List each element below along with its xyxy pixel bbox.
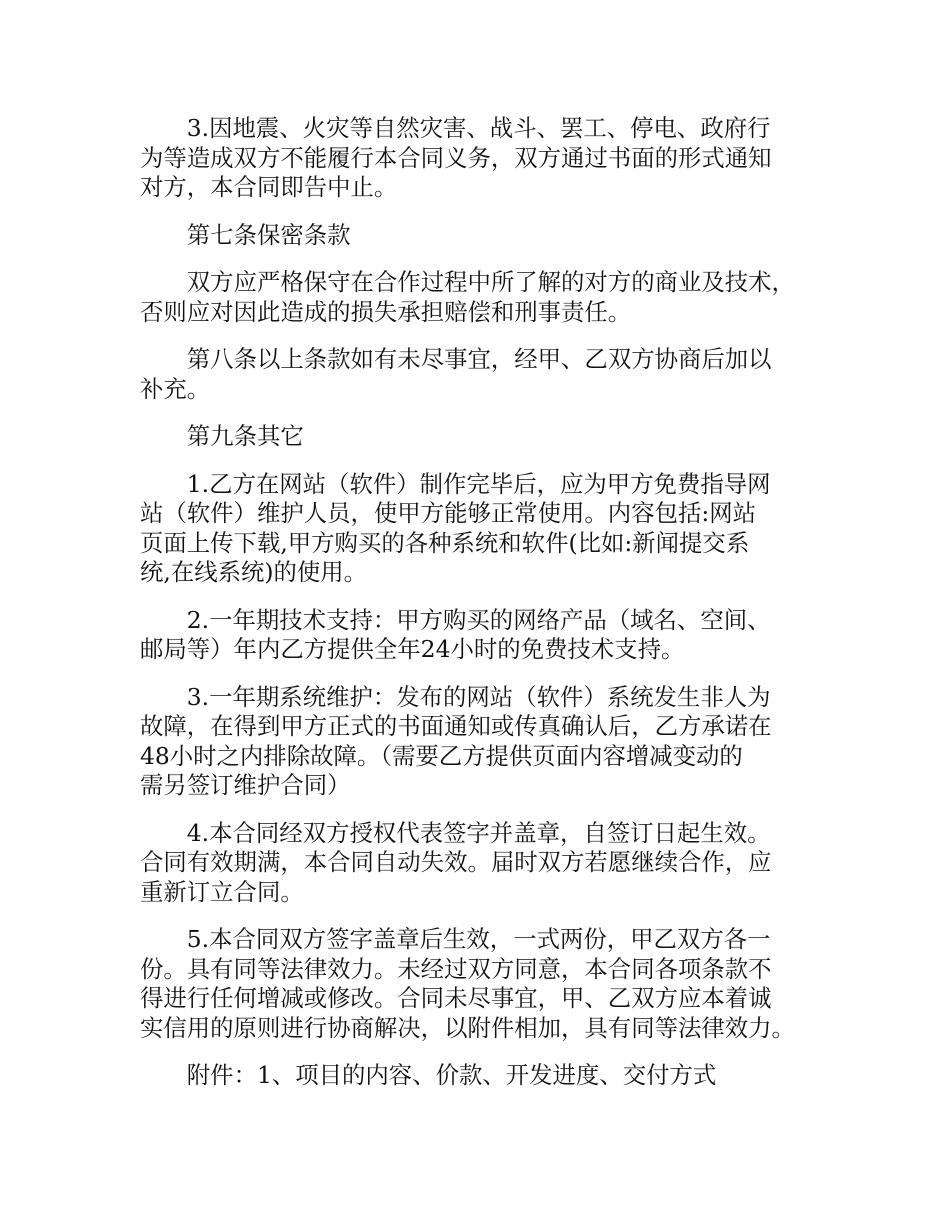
paragraph-force-majeure: 3.因地震、火灾等自然灾害、战斗、罢工、停电、政府行 为等造成双方不能履行本合同义务，双方通过书面的形式通知 对方，本合同即告中止。 (140, 114, 772, 201)
heading-article-7-confidentiality: 第七条保密条款 (186, 220, 351, 249)
paragraph-attachment: 附件：1、项目的内容、价款、开发进度、交付方式 (186, 1061, 717, 1089)
paragraph-effectiveness: 4.本合同经双方授权代表签字并盖章，自签订日起生效。 合同有效期满，本合同自动失效。届时双方若愿继续合作，应 重新订立合同。 (140, 818, 772, 906)
paragraph-technical-support: 2.一年期技术支持：甲方购买的网络产品（域名、空间、 邮局等）年内乙方提供全年24小时的免费技术支持。 (140, 605, 771, 663)
paragraph-training: 1.乙方在网站（软件）制作完毕后，应为甲方免费指导网 站（软件）维护人员，使甲方能够正常使用。内容包括:网站 页面上传下载,甲方购买的各种系统和软件(比如:新闻提交系 统,在线系统)的使用。 (140, 469, 771, 586)
heading-article-9-other: 第九条其它 (186, 422, 304, 450)
paragraph-confidentiality: 双方应严格保守在合作过程中所了解的对方的商业及技术， 否则应对因此造成的损失承担赔偿和刑事责任。 (140, 268, 795, 326)
document-body (140, 114, 812, 1109)
paragraph-system-maintenance: 3.一年期系统维护：发布的网站（软件）系统发生非人为 故障，在得到甲方正式的书面通知或传真确认后，乙方承诺在 48小时之内排除故障。（需要乙方提供页面内容增减变动的 需另签订维护合同） (140, 682, 772, 799)
paragraph-article-8-supplement: 第八条以上条款如有未尽事宜，经甲、乙双方协商后加以 补充。 (140, 345, 772, 403)
paragraph-copies-and-validity: 5.本合同双方签字盖章后生效，一式两份，甲乙双方各一 份。具有同等法律效力。未经过双方同意，本合同各项条款不 得进行任何增减或修改。合同未尽事宜，甲、乙双方应本着诚 实信用的原则进行协商解决，以附件相加，具有同等法律效力。 (140, 925, 795, 1042)
